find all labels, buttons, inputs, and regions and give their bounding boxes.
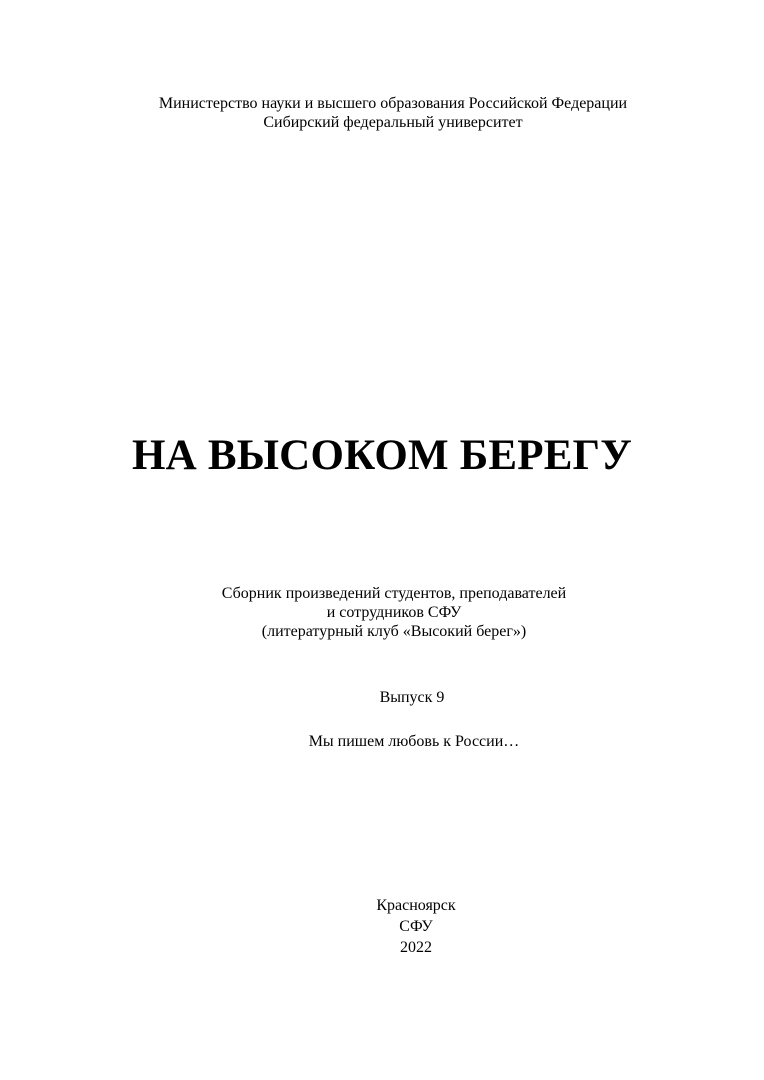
imprint xyxy=(0,895,764,958)
book-title: НА ВЫСОКОМ БЕРЕГУ xyxy=(132,432,632,479)
imprint-year: 2022 xyxy=(400,939,432,956)
imprint-city: Красноярск xyxy=(376,897,456,914)
imprint-publisher: СФУ xyxy=(399,918,433,935)
subtitle-line-1: Сборник произведений студентов, преподавателей xyxy=(221,585,567,602)
university-line: Сибирский федеральный университет xyxy=(263,114,523,131)
motto xyxy=(0,732,764,751)
motto-text: Мы пишем любовь к России… xyxy=(308,733,520,750)
issue-label: Выпуск 9 xyxy=(379,689,445,706)
subtitle xyxy=(0,584,764,641)
subtitle-line-2: и сотрудников СФУ xyxy=(326,604,462,621)
subtitle-line-3: (литературный клуб «Высокий берег») xyxy=(261,623,527,640)
issue-number xyxy=(0,688,764,707)
ministry-line: Министерство науки и высшего образования Российской Федерации xyxy=(158,95,628,112)
publisher-header xyxy=(0,94,764,132)
